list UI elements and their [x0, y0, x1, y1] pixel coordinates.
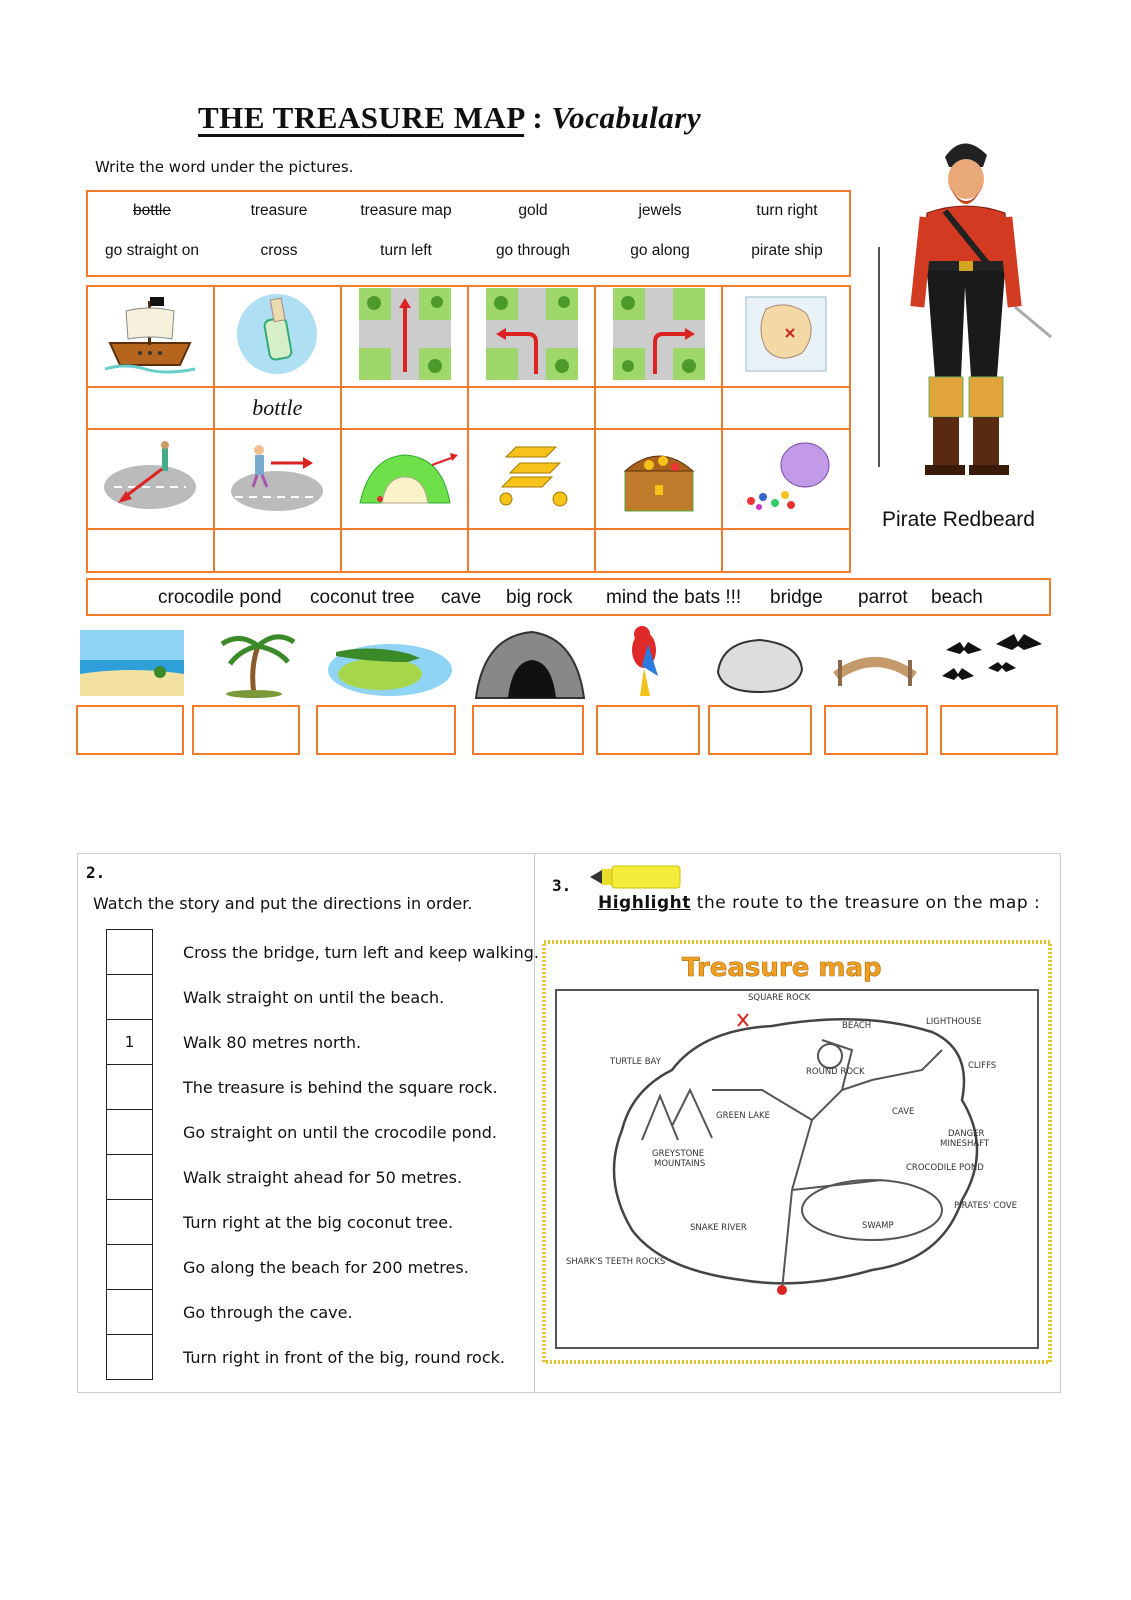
- answer-cell[interactable]: bottle: [214, 387, 341, 430]
- place-answer-box[interactable]: [76, 705, 184, 755]
- place-answer-box[interactable]: [824, 705, 928, 755]
- answer-cell[interactable]: [722, 387, 850, 430]
- word-bank-item: treasure: [250, 202, 308, 219]
- word-bank-item: treasure map: [360, 202, 452, 219]
- word-bank-item: turn left: [380, 242, 432, 259]
- exercise-2-number: 2.: [86, 863, 106, 882]
- order-number-box[interactable]: [107, 930, 153, 975]
- parrot-icon: [620, 620, 670, 700]
- word-bank-item: big rock: [506, 587, 573, 608]
- direction-text: Cross the bridge, turn left and keep walking.: [183, 942, 539, 962]
- direction-text: Go through the cave.: [183, 1302, 353, 1322]
- treasure-map: [542, 940, 1052, 1364]
- order-number-box[interactable]: 1: [107, 1020, 153, 1065]
- vocabulary-grid: [86, 285, 851, 573]
- order-number-box[interactable]: [107, 1155, 153, 1200]
- beach-icon: [80, 630, 184, 696]
- answer-cell[interactable]: [468, 529, 595, 572]
- grid-picture-cell: [468, 286, 595, 387]
- order-number-box[interactable]: [107, 1335, 153, 1380]
- bridge-icon: [830, 632, 920, 694]
- word-bank-item: jewels: [638, 202, 682, 219]
- grid-picture-cell: [722, 429, 850, 529]
- direction-text: Walk straight ahead for 50 metres.: [183, 1167, 463, 1187]
- bats-icon: [940, 630, 1050, 694]
- place-answer-box[interactable]: [316, 705, 456, 755]
- pirate-illustration: [875, 127, 1055, 481]
- answer-cell[interactable]: [595, 387, 722, 430]
- order-number-box[interactable]: [107, 1290, 153, 1335]
- place-answer-box[interactable]: [192, 705, 300, 755]
- word-bank-item: crocodile pond: [158, 587, 282, 608]
- answer-cell[interactable]: [87, 387, 214, 430]
- map-label: DANGER: [948, 1129, 985, 1139]
- answer-cell[interactable]: [214, 529, 341, 572]
- place-answer-box[interactable]: [708, 705, 812, 755]
- highlighter-icon: [588, 864, 682, 890]
- grid-picture-cell: [468, 429, 595, 529]
- order-number-box[interactable]: [107, 1110, 153, 1155]
- page-title: THE TREASURE MAP : Vocabulary: [198, 100, 702, 135]
- go-through-tunnel-icon: [350, 437, 460, 517]
- map-label: MOUNTAINS: [654, 1159, 706, 1169]
- map-label: PIRATES' COVE: [954, 1201, 1018, 1211]
- answer-cell[interactable]: [341, 529, 469, 572]
- palm-tree-icon: [210, 628, 300, 698]
- exercise-3-instruction: Highlight the route to the treasure on the map :: [598, 893, 1041, 913]
- gold-bars-icon: [482, 437, 582, 517]
- grid-picture-cell: [87, 429, 214, 529]
- map-label: CAVE: [892, 1107, 915, 1117]
- word-bank-item: beach: [931, 587, 983, 608]
- word-bank-item: gold: [518, 202, 548, 219]
- grid-picture-cell: [595, 286, 722, 387]
- map-label: MINESHAFT: [940, 1139, 990, 1149]
- cross-road-icon: [100, 437, 200, 517]
- order-number-box[interactable]: [107, 975, 153, 1020]
- direction-text: Go straight on until the crocodile pond.: [183, 1122, 497, 1142]
- grid-picture-cell: [214, 429, 341, 529]
- word-bank-item: parrot: [858, 587, 908, 608]
- exercise-3-number: 3.: [552, 876, 572, 895]
- go-straight-icon: [359, 288, 451, 380]
- answer-cell[interactable]: [87, 529, 214, 572]
- map-label: CLIFFS: [968, 1061, 997, 1071]
- map-label: SWAMP: [862, 1221, 894, 1231]
- map-label: SQUARE ROCK: [748, 993, 811, 1003]
- word-bank: [86, 190, 851, 277]
- rock-icon: [712, 634, 808, 696]
- direction-text: Walk 80 metres north.: [183, 1032, 362, 1052]
- word-bank-item: mind the bats !!!: [606, 587, 742, 608]
- treasure-chest-icon: [609, 435, 709, 519]
- places-word-bank: [86, 578, 1051, 616]
- word-bank-item: bottle: [133, 202, 171, 219]
- turn-right-icon: [613, 288, 705, 380]
- grid-picture-cell: [341, 429, 469, 529]
- grid-picture-cell: [722, 286, 850, 387]
- grid-picture-cell: [214, 286, 341, 387]
- map-label: CROCODILE POND: [906, 1163, 984, 1173]
- pirate-name-caption: Pirate Redbeard: [882, 508, 1035, 531]
- answer-cell[interactable]: [468, 387, 595, 430]
- instruction-text: Write the word under the pictures.: [95, 158, 354, 176]
- word-bank-item: go along: [630, 242, 690, 259]
- direction-text: Go along the beach for 200 metres.: [183, 1257, 469, 1277]
- word-bank-item: go straight on: [105, 242, 199, 259]
- map-label: TURTLE BAY: [610, 1057, 661, 1067]
- direction-text: The treasure is behind the square rock.: [183, 1077, 498, 1097]
- direction-text: Walk straight on until the beach.: [183, 987, 445, 1007]
- turn-left-icon: [486, 288, 578, 380]
- map-label: GREYSTONE: [652, 1149, 705, 1159]
- directions-order-table: [106, 929, 541, 1380]
- answer-cell[interactable]: [722, 529, 850, 572]
- map-label: ROUND ROCK: [806, 1067, 865, 1077]
- map-label: BEACH: [842, 1021, 872, 1031]
- order-number-box[interactable]: [107, 1200, 153, 1245]
- grid-picture-cell: [87, 286, 214, 387]
- order-number-box[interactable]: [107, 1065, 153, 1110]
- bottle-icon: [232, 289, 322, 379]
- word-bank-item: cave: [441, 587, 482, 608]
- place-answer-box[interactable]: [472, 705, 584, 755]
- grid-picture-cell: [341, 286, 469, 387]
- word-bank-item: go through: [495, 242, 571, 259]
- map-title: Treasure map: [682, 953, 882, 983]
- word-bank-item: turn right: [756, 202, 818, 219]
- map-label: LIGHTHOUSE: [926, 1017, 982, 1027]
- map-label: GREEN LAKE: [716, 1111, 770, 1121]
- word-bank-item: pirate ship: [751, 242, 823, 259]
- direction-text: Turn right at the big coconut tree.: [183, 1212, 454, 1232]
- cave-icon: [472, 628, 588, 700]
- pirate-ship-icon: [100, 291, 200, 377]
- grid-picture-cell: [595, 429, 722, 529]
- map-label: SNAKE RIVER: [690, 1223, 747, 1233]
- map-label: SHARK'S TEETH ROCKS: [566, 1257, 666, 1267]
- word-bank-item: coconut tree: [310, 587, 415, 608]
- jewels-bag-icon: [731, 435, 841, 519]
- go-along-icon: [227, 437, 327, 517]
- exercise-2-instruction: Watch the story and put the directions in order.: [93, 894, 473, 913]
- treasure-map-icon: [736, 289, 836, 379]
- crocodile-pond-icon: [320, 628, 454, 700]
- direction-text: Turn right in front of the big, round rock.: [183, 1347, 505, 1367]
- word-bank-item: bridge: [770, 587, 823, 608]
- answer-cell[interactable]: [341, 387, 469, 430]
- place-answer-box[interactable]: [596, 705, 700, 755]
- order-number-box[interactable]: [107, 1245, 153, 1290]
- answer-cell[interactable]: [595, 529, 722, 572]
- word-bank-item: cross: [260, 242, 298, 259]
- place-answer-box[interactable]: [940, 705, 1058, 755]
